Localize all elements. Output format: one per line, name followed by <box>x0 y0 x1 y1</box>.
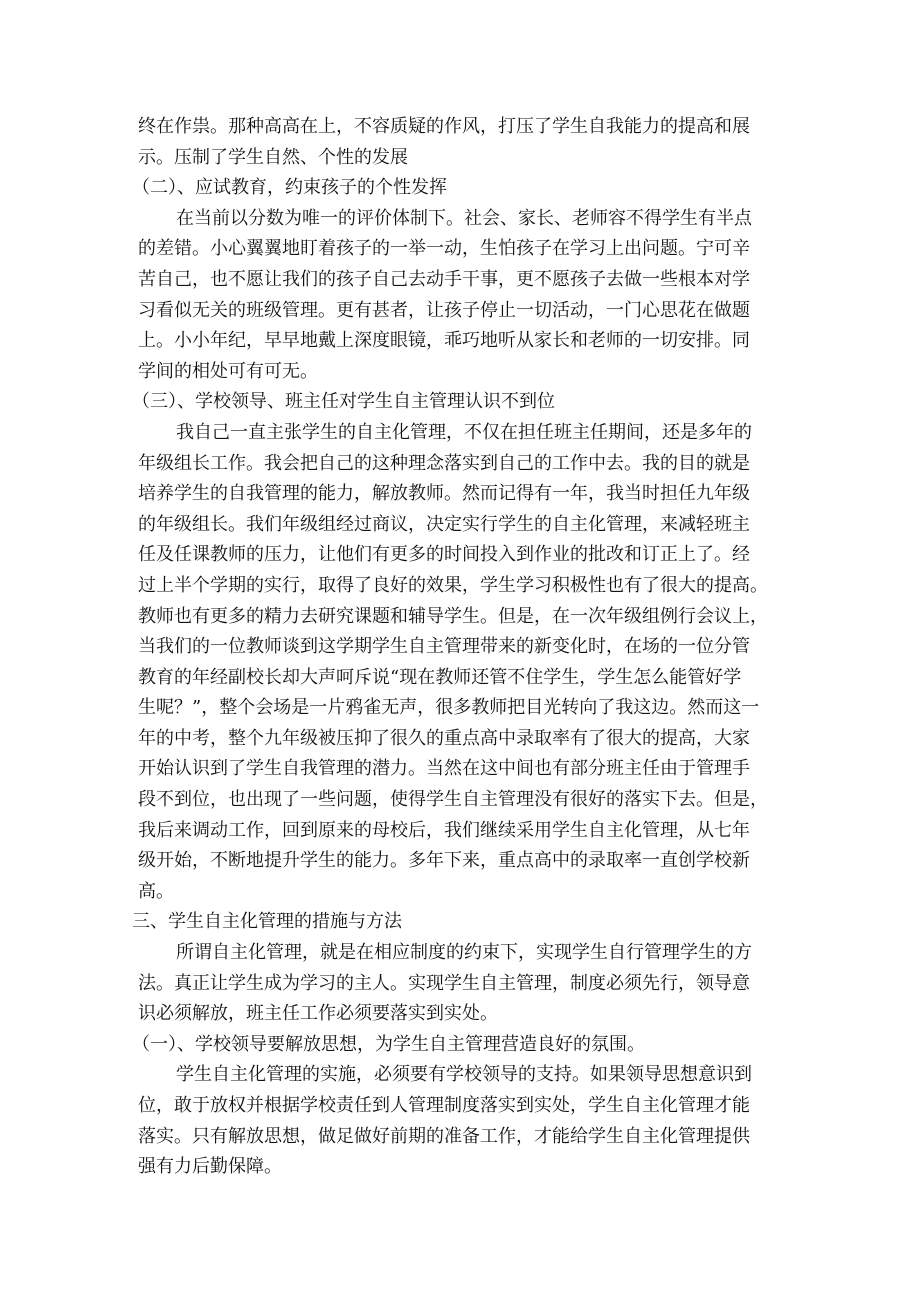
text-line: 落实。只有解放思想，做足做好前期的准备工作，才能给学生自主化管理提供 <box>138 1125 750 1147</box>
text-line: 教师也有更多的精力去研究课题和辅导学生。但是，在一次年级组例行会议上， <box>138 605 768 627</box>
text-line: 习看似无关的班级管理。更有甚者，让孩子停止一切活动，一门心思花在做题 <box>138 299 750 321</box>
text-line: 当我们的一位教师谈到这学期学生自主管理带来的新变化时，在场的一位分管 <box>138 636 750 658</box>
text-line: 终在作祟。那种高高在上，不容质疑的作风，打压了学生自我能力的提高和展 <box>138 116 750 137</box>
document-body <box>132 112 783 1183</box>
text-line <box>138 418 783 449</box>
section-heading: （三）、学校领导、班主任对学生自主管理认识不到位 <box>132 391 555 413</box>
paragraph <box>138 112 783 173</box>
text-line: 学间的相处可有可无。 <box>138 360 318 382</box>
text-line <box>138 1060 783 1091</box>
text-line: 的差错。小心翼翼地盯着孩子的一举一动，生怕孩子在学习上出问题。宁可辛 <box>138 238 750 260</box>
text-line: 开始认识到了学生自我管理的潜力。当然在这中间也有部分班主任由于管理手 <box>138 758 750 780</box>
section-heading: （一）、学校领导要解放思想，为学生自主管理营造良好的氛围。 <box>132 1033 645 1055</box>
text-line: 示。压制了学生自然、个性的发展 <box>138 146 408 168</box>
text-line: 教育的年经副校长却大声呵斥说“现在教师还管不住学生，学生怎么能管好学 <box>138 666 742 688</box>
text-line: 位，敢于放权并根据学校责任到人管理制度落实到实处，学生自主化管理才能 <box>138 1095 750 1116</box>
text-line: 年的中考，整个九年级被压抑了很久的重点高中录取率有了很大的提高，大家 <box>138 727 750 749</box>
text-line-content: 所谓自主化管理，就是在相应制度的约束下，实现学生自行管理学生的方 <box>176 942 752 964</box>
text-line: 级开始，不断地提升学生的能力。多年下来，重点高中的录取率一直创学校新 <box>138 850 750 872</box>
text-line: 强有力后勤保障。 <box>138 1156 282 1178</box>
text-line: 苦自己，也不愿让我们的孩子自己去动手干事，更不愿孩子去做一些根本对学 <box>138 268 750 290</box>
paragraph <box>138 418 783 908</box>
paragraph <box>138 938 783 1030</box>
text-line: 段不到位，也出现了一些问题，使得学生自主管理没有很好的落实下去。但是， <box>138 789 768 811</box>
paragraph <box>138 204 783 388</box>
text-line: 年级组长工作。我会把自己的这种理念落实到自己的工作中去。我的目的就是 <box>138 452 750 474</box>
text-line: 上。小小年纪，早早地戴上深度眼镜，乖巧地听从家长和老师的一切安排。同 <box>138 330 750 352</box>
text-line-content: 学生自主化管理的实施，必须要有学校领导的支持。如果领导思想意识到 <box>176 1064 752 1086</box>
text-line: 生呢？”，整个会场是一片鸦雀无声，很多教师把目光转向了我这边。然而这一 <box>138 697 760 719</box>
text-line-content: 在当前以分数为唯一的评价体制下。社会、家长、老师容不得学生有半点 <box>176 207 752 229</box>
text-line: 法。真正让学生成为学习的主人。实现学生自主管理，制度必须先行，领导意 <box>138 972 750 994</box>
text-line-content: 我自己一直主张学生的自主化管理，不仅在担任班主任期间，还是多年的 <box>176 421 752 443</box>
text-line: 的年级组长。我们年级组经过商议，决定实行学生的自主化管理，来减轻班主 <box>138 513 750 535</box>
text-line <box>138 204 783 235</box>
text-line: 过上半个学期的实行，取得了良好的效果，学生学习积极性也有了很大的提高。 <box>138 574 768 596</box>
text-line <box>138 938 783 969</box>
paragraph <box>138 1060 783 1182</box>
text-line: 高。 <box>138 880 174 902</box>
section-heading: 三、学生自主化管理的措施与方法 <box>132 911 402 933</box>
text-line: 识必须解放，班主任工作必须要落实到实处。 <box>138 1003 498 1025</box>
text-line: 我后来调动工作，回到原来的母校后，我们继续采用学生自主化管理，从七年 <box>138 819 750 841</box>
text-line: 任及任课教师的压力，让他们有更多的时间投入到作业的批改和订正上了。经 <box>138 544 750 566</box>
text-line: 培养学生的自我管理的能力，解放教师。然而记得有一年，我当时担任九年级 <box>138 483 750 505</box>
section-heading: （二）、应试教育，约束孩子的个性发挥 <box>132 177 447 199</box>
